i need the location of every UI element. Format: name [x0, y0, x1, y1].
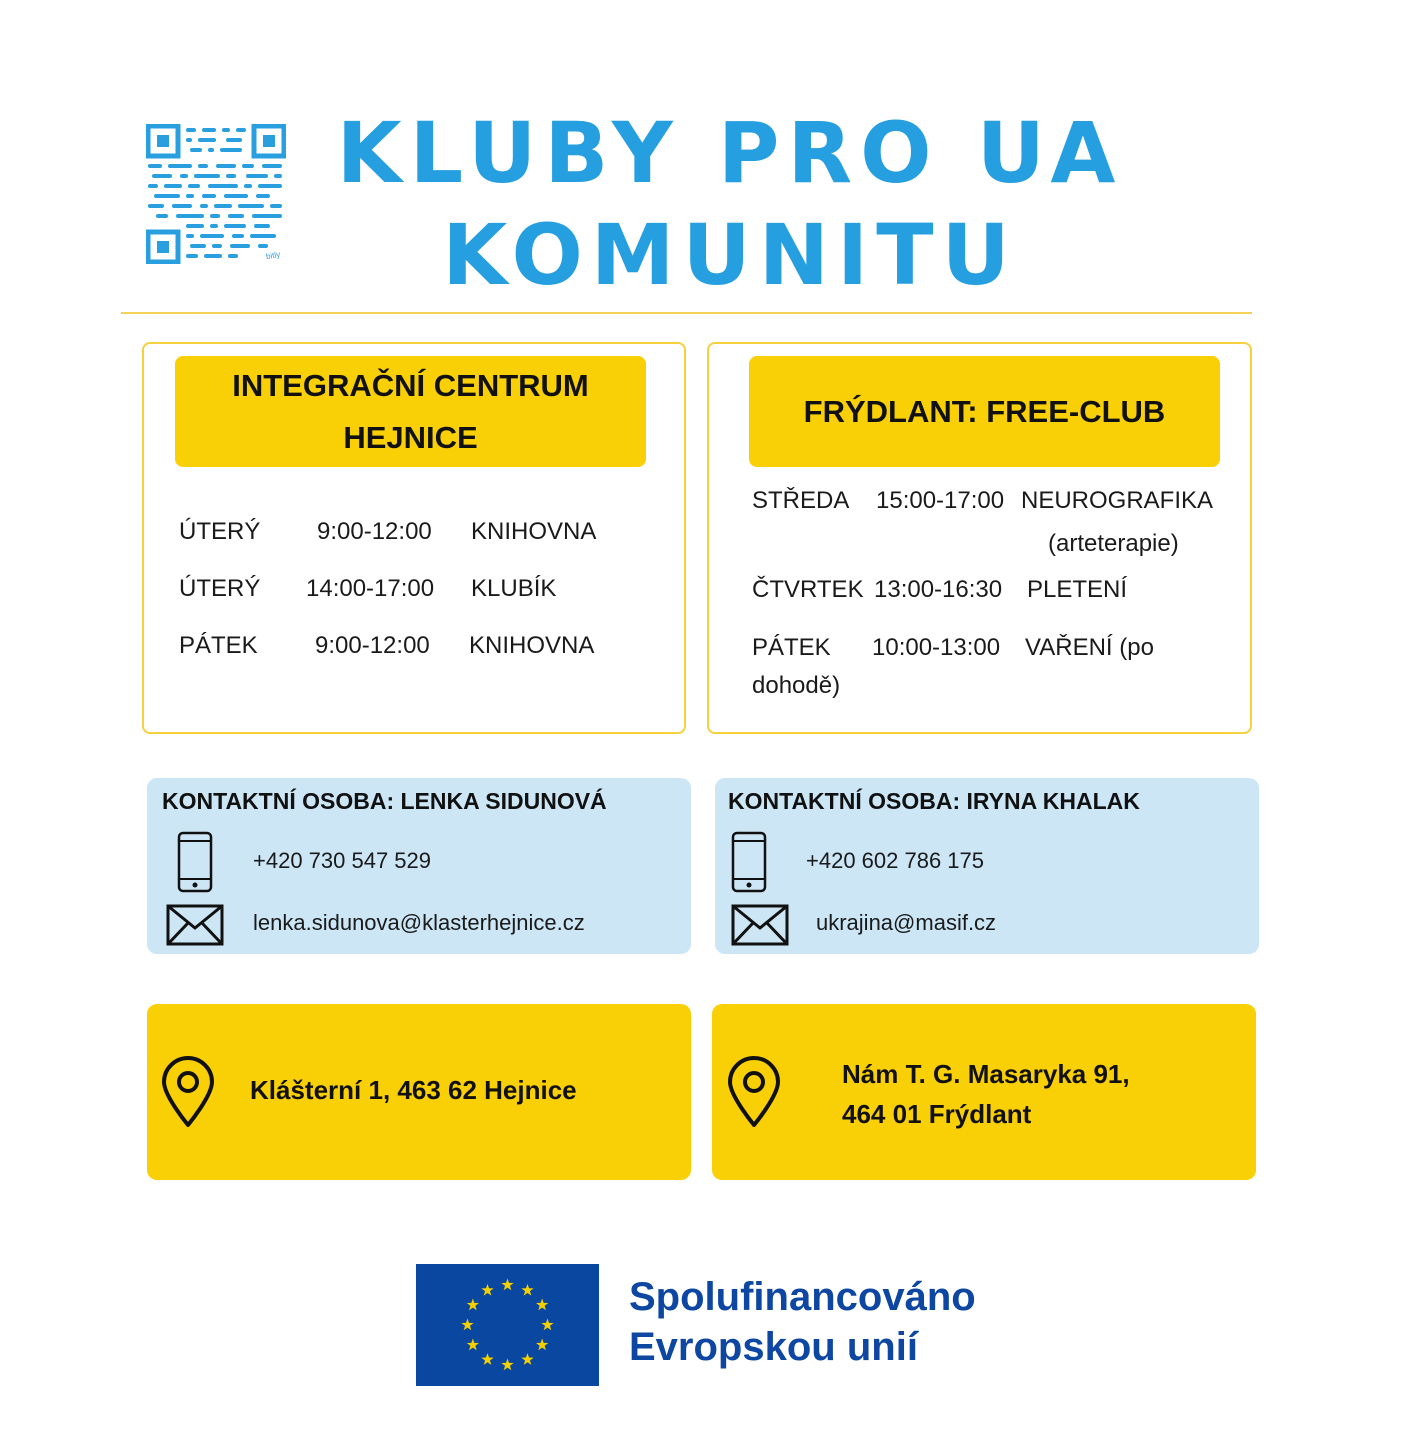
eu-flag-logo	[416, 1264, 599, 1386]
map-pin-icon	[160, 1056, 216, 1128]
envelope-icon	[731, 904, 789, 946]
heading-line-2: HEJNICE	[343, 419, 478, 455]
schedule-card-hejnice	[142, 342, 686, 734]
schedule-day: ÚTERÝ	[179, 518, 261, 545]
title-line-1: KLUBY PRO UA	[336, 104, 1124, 202]
schedule-time: 10:00-13:00	[872, 634, 1001, 661]
address-card-hejnice	[147, 1004, 691, 1180]
schedule-activity: PLETENÍ	[1027, 576, 1128, 603]
schedule-activity: NEUROGRAFIKA	[1021, 487, 1214, 514]
schedule-heading-frydlant	[749, 356, 1220, 467]
eu-line-2: Evropskou unií	[629, 1325, 918, 1369]
address-line-1: Klášterní 1, 463 62 Hejnice	[250, 1075, 577, 1105]
title-divider	[121, 312, 1252, 314]
schedule-time: 9:00-12:00	[317, 518, 432, 545]
contact-phone[interactable]: +420 730 547 529	[253, 848, 432, 873]
heading-text: FRÝDLANT: FREE-CLUB	[803, 393, 1166, 429]
contact-card-frydlant	[715, 778, 1259, 954]
schedule-time: 14:00-17:00	[306, 575, 435, 602]
qr-caption: bitly	[265, 249, 281, 262]
address-line-2: 464 01 Frýdlant	[842, 1099, 1032, 1129]
schedule-day: ČTVRTEK	[752, 576, 864, 603]
schedule-heading-hejnice	[175, 356, 646, 467]
page-title	[300, 102, 1160, 306]
contact-email[interactable]: lenka.sidunova@klasterhejnice.cz	[253, 910, 585, 935]
envelope-icon	[166, 904, 224, 946]
schedule-time: 9:00-12:00	[315, 632, 430, 659]
contact-title: KONTAKTNÍ OSOBA: IRYNA KHALAK	[728, 788, 1140, 814]
eu-cofunded-text	[629, 1272, 976, 1372]
address-text	[250, 1070, 577, 1110]
schedule-activity: VAŘENÍ (po	[1025, 634, 1154, 661]
schedule-note: dohodě)	[752, 672, 841, 699]
schedule-card-frydlant	[707, 342, 1252, 734]
address-card-frydlant	[712, 1004, 1256, 1180]
schedule-time: 15:00-17:00	[876, 487, 1005, 514]
contact-email[interactable]: ukrajina@masif.cz	[816, 910, 997, 935]
schedule-day: STŘEDA	[752, 487, 850, 514]
phone-icon	[177, 831, 213, 893]
map-pin-icon	[726, 1056, 782, 1128]
schedule-day: ÚTERÝ	[179, 575, 261, 602]
contact-phone[interactable]: +420 602 786 175	[806, 848, 985, 873]
heading-line-1: INTEGRAČNÍ CENTRUM	[232, 367, 589, 403]
phone-icon	[731, 831, 767, 893]
title-line-2: KOMUNITU	[442, 206, 1018, 304]
address-text	[842, 1054, 1130, 1134]
qr-code[interactable]	[146, 124, 286, 264]
contact-title: KONTAKTNÍ OSOBA: LENKA SIDUNOVÁ	[162, 788, 607, 814]
schedule-activity: KNIHOVNA	[471, 518, 597, 545]
schedule-day: PÁTEK	[752, 634, 831, 661]
schedule-day: PÁTEK	[179, 632, 258, 659]
schedule-note: (arteterapie)	[1048, 530, 1179, 557]
schedule-activity: KLUBÍK	[471, 575, 557, 602]
schedule-activity: KNIHOVNA	[469, 632, 595, 659]
contact-card-hejnice	[147, 778, 691, 954]
address-line-1: Nám T. G. Masaryka 91,	[842, 1059, 1130, 1089]
schedule-time: 13:00-16:30	[874, 576, 1003, 603]
eu-line-1: Spolufinancováno	[629, 1275, 976, 1319]
